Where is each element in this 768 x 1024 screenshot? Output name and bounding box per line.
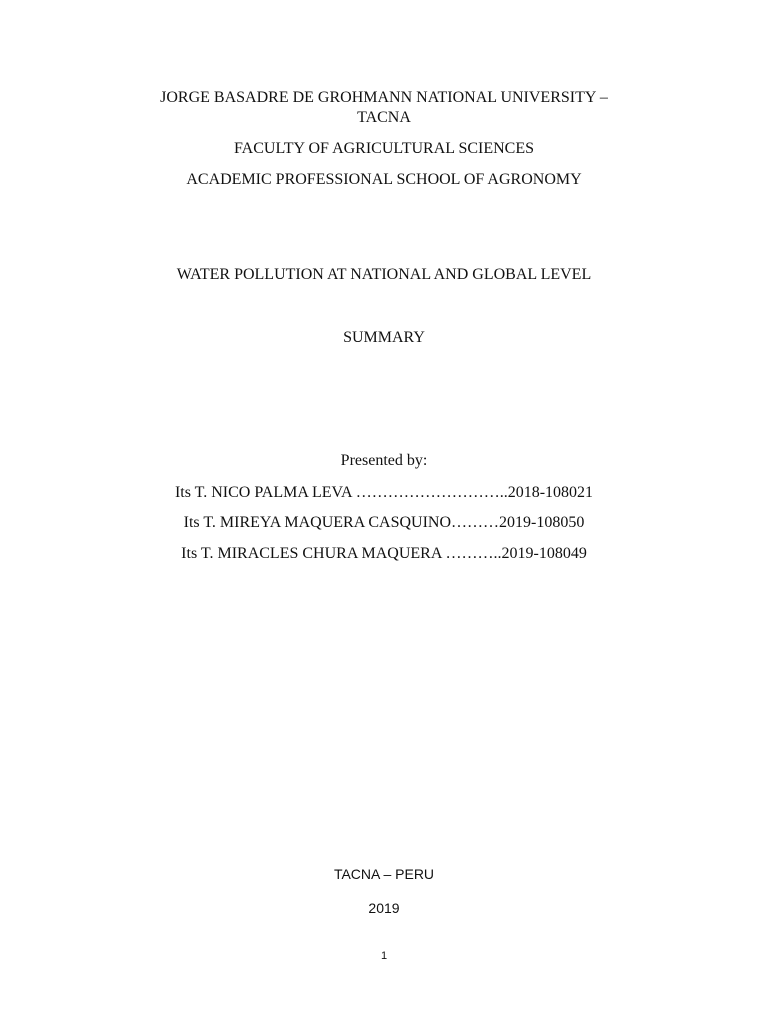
document-title: WATER POLLUTION AT NATIONAL AND GLOBAL LEVEL [176, 266, 592, 283]
author-line: Its T. MIRACLES CHURA MAQUERA ………..2019-108049 [181, 545, 587, 562]
document-subtitle: SUMMARY [343, 329, 425, 346]
page-number: 1 [380, 950, 388, 962]
author-line: Its T. MIREYA MAQUERA CASQUINO………2019-108050 [183, 514, 585, 531]
year-line: 2019 [368, 900, 400, 916]
university-name-line2: TACNA [357, 109, 411, 126]
presented-by-label: Presented by: [340, 452, 428, 469]
faculty-name: FACULTY OF AGRICULTURAL SCIENCES [233, 140, 535, 157]
author-line: Its T. NICO PALMA LEVA ………………………..2018-108021 [174, 484, 594, 501]
school-name: ACADEMIC PROFESSIONAL SCHOOL OF AGRONOMY [186, 171, 582, 188]
location-line: TACNA – PERU [333, 866, 435, 882]
university-name-line1: JORGE BASADRE DE GROHMANN NATIONAL UNIVERSITY – [160, 89, 608, 106]
